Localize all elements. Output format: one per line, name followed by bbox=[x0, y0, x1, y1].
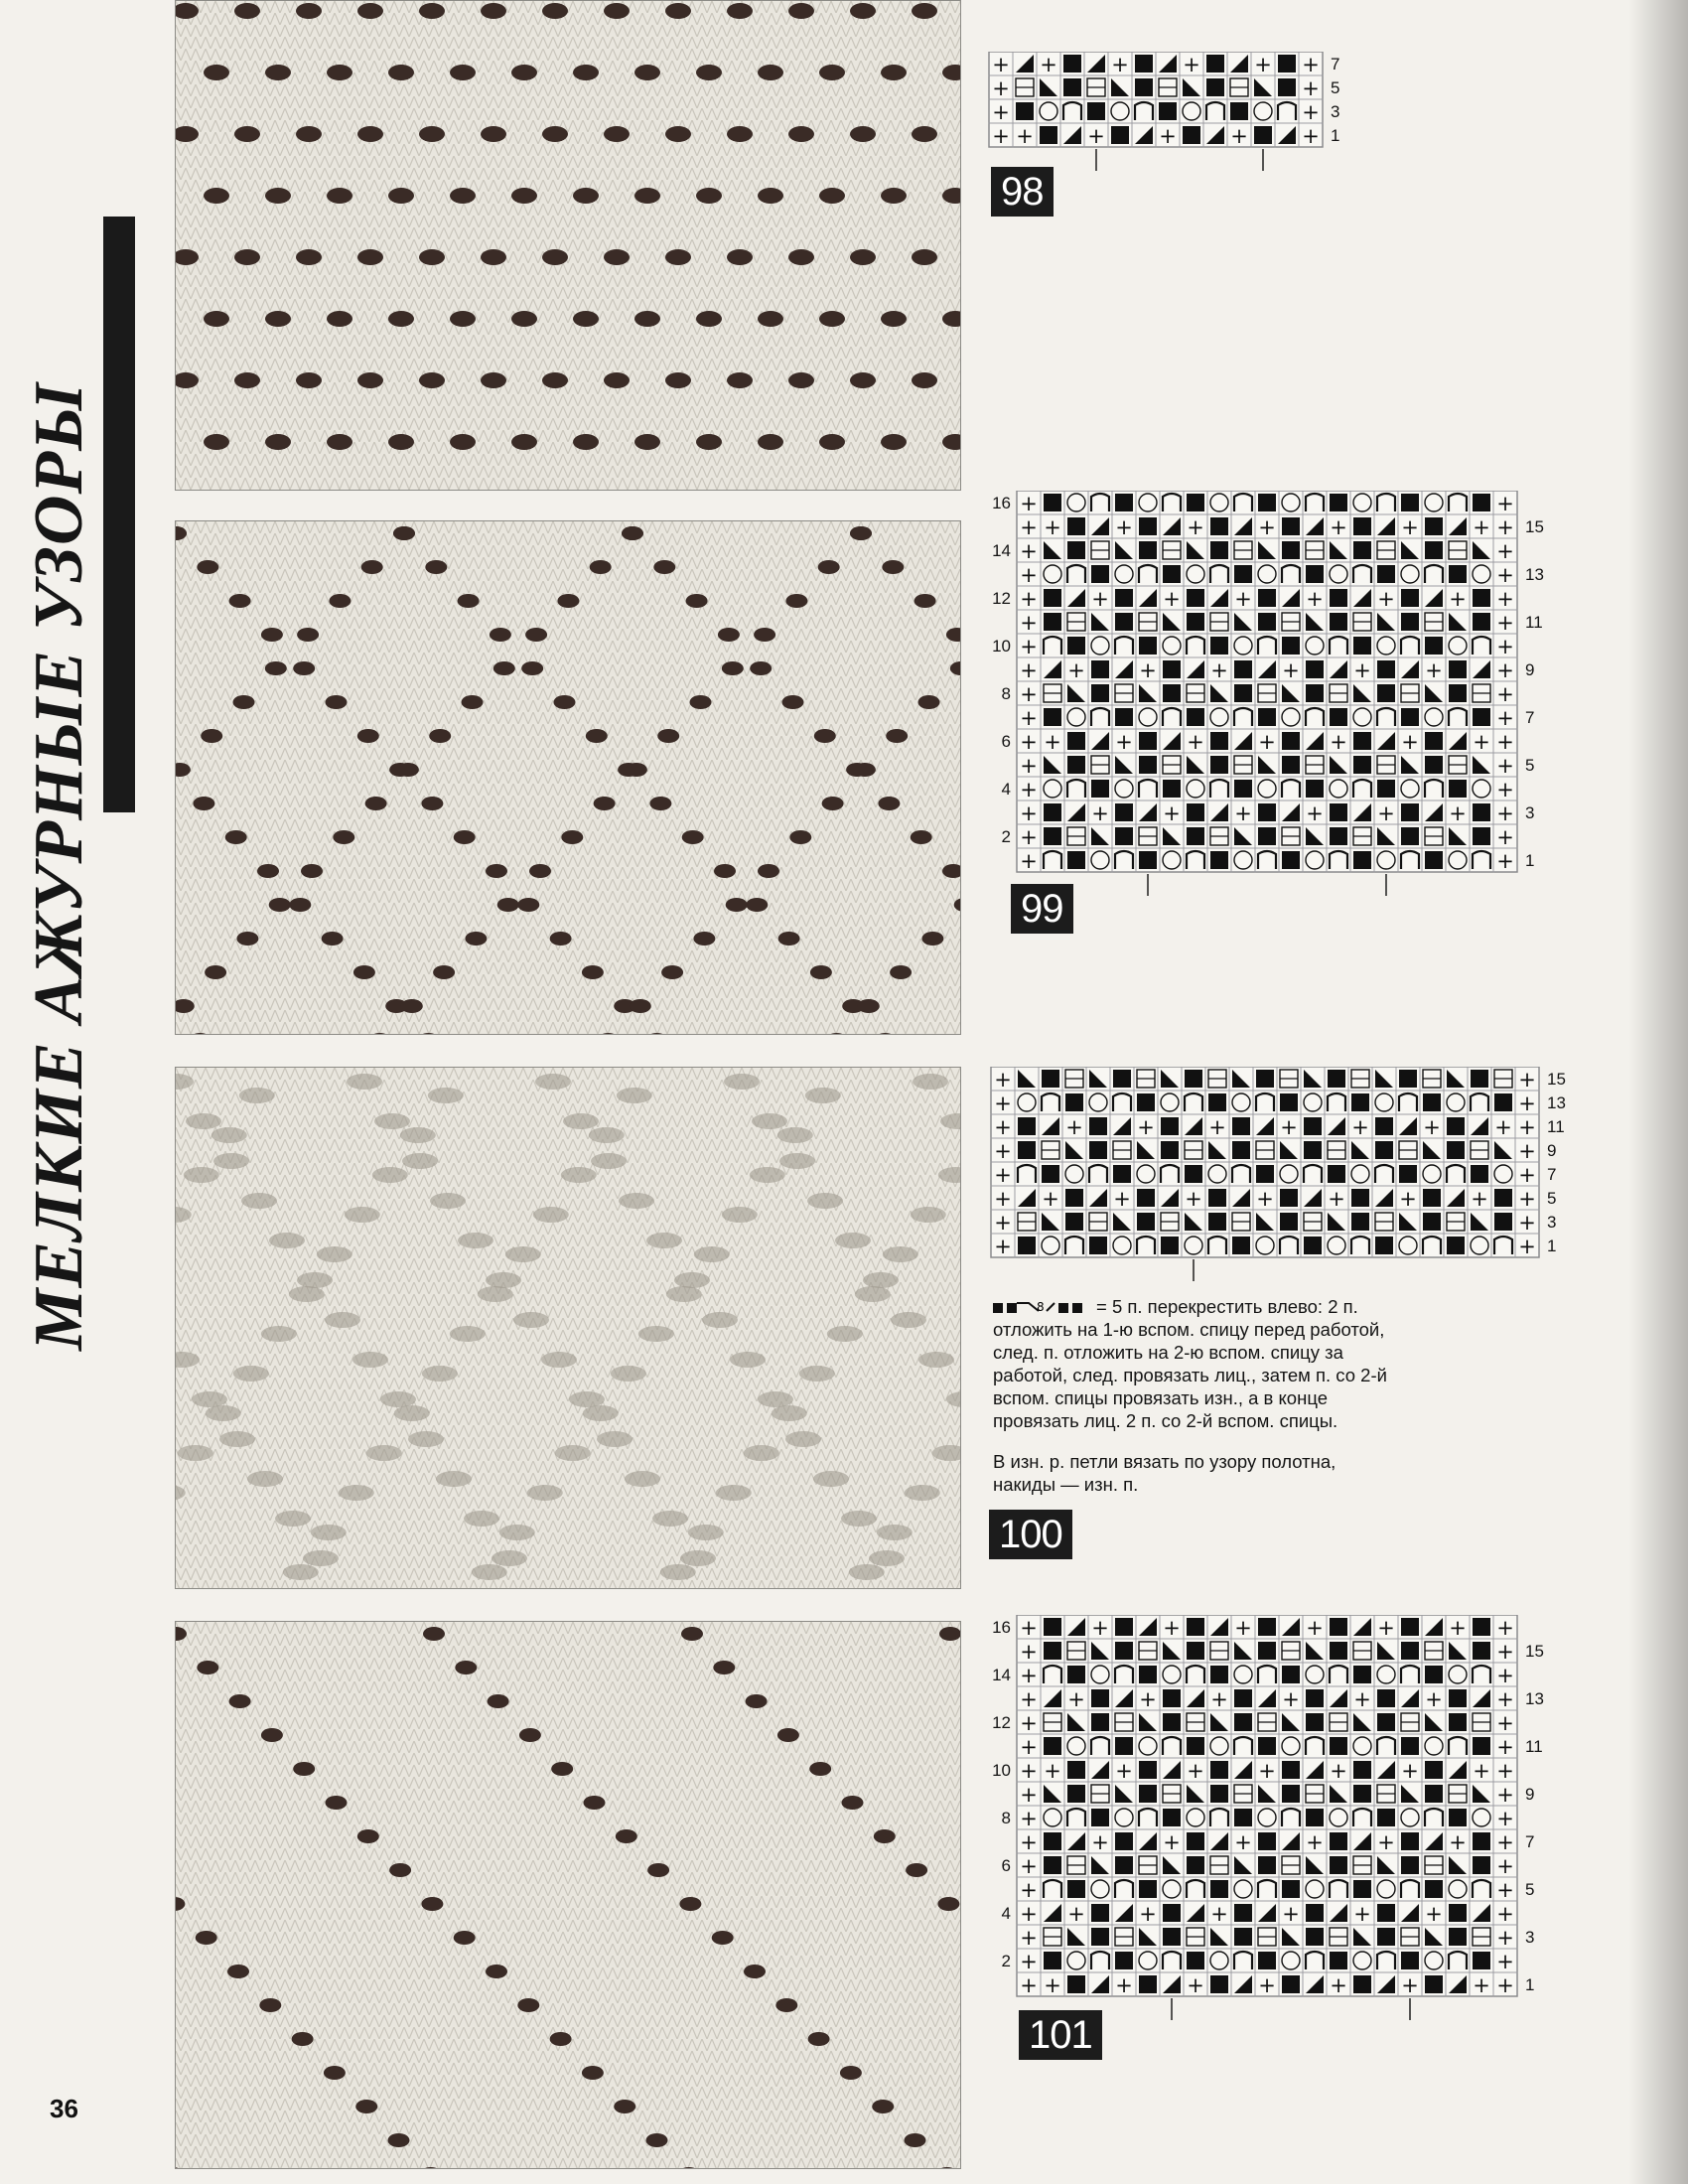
svg-text:+: + bbox=[1425, 658, 1443, 682]
svg-text:+: + bbox=[1518, 1068, 1536, 1092]
chart-101 bbox=[983, 1615, 1557, 2026]
row-number-left: 2 bbox=[1001, 1952, 1011, 1970]
svg-text:+: + bbox=[1020, 730, 1038, 754]
svg-text:+: + bbox=[1351, 1115, 1369, 1139]
svg-text:+: + bbox=[1016, 124, 1034, 148]
svg-text:+: + bbox=[992, 76, 1010, 100]
svg-text:+: + bbox=[1254, 53, 1272, 76]
svg-text:+: + bbox=[1302, 124, 1320, 148]
svg-text:+: + bbox=[1065, 1115, 1083, 1139]
svg-text:+: + bbox=[1040, 53, 1057, 76]
row-number-left: 12 bbox=[992, 1713, 1011, 1732]
svg-text:+: + bbox=[1353, 1687, 1371, 1711]
svg-text:+: + bbox=[1496, 754, 1514, 778]
svg-text:+: + bbox=[1423, 1115, 1441, 1139]
legend-line-3: работой, след. провязать лиц., затем п. со 2-й bbox=[993, 1365, 1387, 1385]
svg-text:+: + bbox=[1020, 1711, 1038, 1735]
title-bar bbox=[103, 217, 135, 812]
svg-text:+: + bbox=[1115, 730, 1133, 754]
svg-text:+: + bbox=[1496, 1711, 1514, 1735]
svg-text:+: + bbox=[1139, 1687, 1157, 1711]
svg-text:+: + bbox=[1496, 825, 1514, 849]
svg-text:+: + bbox=[1496, 730, 1514, 754]
legend-symbol-text bbox=[993, 1295, 1460, 1432]
svg-text:+: + bbox=[1258, 515, 1276, 539]
svg-text:+: + bbox=[992, 53, 1010, 76]
legend-line-2: след. п. отложить на 2-ю вспом. спицу за bbox=[993, 1342, 1343, 1363]
svg-text:+: + bbox=[1399, 1187, 1417, 1211]
pattern-number-101: 101 bbox=[1019, 2010, 1102, 2060]
knit-texture bbox=[176, 1, 960, 490]
svg-text:+: + bbox=[1518, 1187, 1536, 1211]
row-number-right: 15 bbox=[1525, 1642, 1544, 1661]
chart-100 bbox=[987, 1067, 1579, 1287]
svg-text:+: + bbox=[1020, 706, 1038, 730]
svg-text:+: + bbox=[1496, 1687, 1514, 1711]
row-number-right: 5 bbox=[1331, 78, 1340, 97]
legend-note-line-1: накиды — изн. п. bbox=[993, 1474, 1139, 1495]
row-number-right: 11 bbox=[1525, 613, 1543, 632]
chart-98 bbox=[973, 52, 1362, 177]
row-number-right: 5 bbox=[1547, 1189, 1557, 1208]
row-number-left: 10 bbox=[992, 637, 1011, 655]
svg-text:+: + bbox=[1115, 1759, 1133, 1783]
svg-text:+: + bbox=[994, 1187, 1012, 1211]
svg-text:+: + bbox=[992, 100, 1010, 124]
svg-text:+: + bbox=[1494, 1115, 1512, 1139]
row-number-left: 6 bbox=[1001, 1856, 1011, 1875]
svg-text:+: + bbox=[1020, 635, 1038, 658]
svg-text:+: + bbox=[1473, 515, 1490, 539]
svg-text:+: + bbox=[1183, 53, 1200, 76]
svg-text:+: + bbox=[1328, 1187, 1345, 1211]
row-number-right: 13 bbox=[1547, 1093, 1566, 1112]
svg-text:+: + bbox=[1067, 1687, 1085, 1711]
svg-text:+: + bbox=[1044, 1759, 1061, 1783]
row-number-right: 7 bbox=[1525, 1832, 1535, 1851]
svg-text:+: + bbox=[1067, 658, 1085, 682]
svg-text:+: + bbox=[1496, 706, 1514, 730]
svg-text:+: + bbox=[994, 1092, 1012, 1115]
chart-grid bbox=[1017, 1615, 1517, 1997]
svg-text:+: + bbox=[1401, 730, 1419, 754]
svg-text:+: + bbox=[1377, 587, 1395, 611]
svg-text:+: + bbox=[1091, 587, 1109, 611]
svg-text:+: + bbox=[1020, 1759, 1038, 1783]
svg-text:+: + bbox=[1330, 515, 1347, 539]
legend-line bbox=[993, 1295, 1460, 1318]
svg-text:+: + bbox=[1282, 1687, 1300, 1711]
svg-text:+: + bbox=[1306, 587, 1324, 611]
row-number-right: 1 bbox=[1525, 851, 1535, 870]
svg-text:+: + bbox=[1496, 849, 1514, 873]
svg-text:+: + bbox=[1113, 1187, 1131, 1211]
svg-text:+: + bbox=[1234, 801, 1252, 825]
svg-text:+: + bbox=[1401, 1759, 1419, 1783]
svg-text:+: + bbox=[1302, 53, 1320, 76]
svg-text:+: + bbox=[1496, 801, 1514, 825]
row-number-left: 14 bbox=[992, 1666, 1011, 1684]
svg-text:+: + bbox=[1091, 1616, 1109, 1640]
svg-text:+: + bbox=[1518, 1211, 1536, 1235]
pattern-number-99: 99 bbox=[1011, 884, 1073, 934]
row-number-right: 11 bbox=[1525, 1737, 1543, 1756]
swatch-photo-99 bbox=[175, 520, 961, 1035]
knit-texture bbox=[176, 1622, 960, 2168]
cross-5-symbol-icon bbox=[993, 1299, 1088, 1315]
svg-text:+: + bbox=[1496, 1783, 1514, 1807]
row-number-left: 16 bbox=[992, 494, 1011, 512]
svg-text:+: + bbox=[1020, 1664, 1038, 1687]
row-number-right: 3 bbox=[1525, 1928, 1535, 1947]
svg-text:+: + bbox=[1234, 1830, 1252, 1854]
svg-text:+: + bbox=[994, 1211, 1012, 1235]
swatch-photo-100 bbox=[175, 1067, 961, 1589]
svg-text:+: + bbox=[1449, 1616, 1467, 1640]
svg-text:+: + bbox=[1496, 1878, 1514, 1902]
svg-text:+: + bbox=[1208, 1115, 1226, 1139]
svg-text:+: + bbox=[1020, 1687, 1038, 1711]
svg-text:+: + bbox=[1496, 778, 1514, 801]
svg-text:+: + bbox=[1020, 1807, 1038, 1830]
svg-text:+: + bbox=[1020, 754, 1038, 778]
row-number-right: 9 bbox=[1547, 1141, 1557, 1160]
svg-text:+: + bbox=[1163, 1616, 1181, 1640]
svg-text:+: + bbox=[1496, 1854, 1514, 1878]
legend-100 bbox=[993, 1295, 1460, 1514]
svg-text:+: + bbox=[1282, 1902, 1300, 1926]
legend-line-0: = 5 п. перекрестить влево: 2 п. bbox=[1096, 1296, 1358, 1317]
svg-text:+: + bbox=[1496, 563, 1514, 587]
svg-text:+: + bbox=[1163, 587, 1181, 611]
svg-text:+: + bbox=[1473, 730, 1490, 754]
chart-grid bbox=[1017, 491, 1517, 873]
pattern-number-100: 100 bbox=[989, 1510, 1072, 1559]
svg-text:+: + bbox=[1020, 1878, 1038, 1902]
svg-text:+: + bbox=[1401, 515, 1419, 539]
svg-text:+: + bbox=[1258, 1759, 1276, 1783]
page-edge-shadow bbox=[1628, 0, 1688, 2184]
svg-text:+: + bbox=[1020, 801, 1038, 825]
svg-text:+: + bbox=[1020, 1950, 1038, 1973]
row-number-right: 1 bbox=[1547, 1237, 1557, 1255]
svg-text:+: + bbox=[1496, 611, 1514, 635]
svg-text:+: + bbox=[1282, 658, 1300, 682]
row-number-right: 9 bbox=[1525, 660, 1535, 679]
swatch-photo-98 bbox=[175, 0, 961, 491]
svg-text:+: + bbox=[1473, 1973, 1490, 1997]
svg-text:+: + bbox=[992, 124, 1010, 148]
svg-text:+: + bbox=[1087, 124, 1105, 148]
svg-text:+: + bbox=[994, 1068, 1012, 1092]
svg-text:+: + bbox=[1187, 1973, 1204, 1997]
svg-text:+: + bbox=[1306, 1616, 1324, 1640]
svg-text:+: + bbox=[1496, 1807, 1514, 1830]
legend-line-5: провязать лиц. 2 п. со 2-й вспом. спицы. bbox=[993, 1410, 1338, 1431]
svg-text:+: + bbox=[1020, 1735, 1038, 1759]
svg-text:+: + bbox=[1067, 1902, 1085, 1926]
svg-text:+: + bbox=[1137, 1115, 1155, 1139]
svg-text:+: + bbox=[1518, 1139, 1536, 1163]
legend-note bbox=[993, 1450, 1460, 1496]
row-number-left: 8 bbox=[1001, 1809, 1011, 1827]
svg-text:8: 8 bbox=[1037, 1300, 1045, 1314]
svg-text:+: + bbox=[1496, 1950, 1514, 1973]
svg-text:+: + bbox=[1377, 801, 1395, 825]
svg-text:+: + bbox=[1496, 539, 1514, 563]
svg-text:+: + bbox=[1449, 1830, 1467, 1854]
row-number-right: 11 bbox=[1547, 1117, 1565, 1136]
svg-text:+: + bbox=[1210, 1902, 1228, 1926]
svg-text:+: + bbox=[1496, 1640, 1514, 1664]
svg-text:+: + bbox=[1020, 1926, 1038, 1950]
row-number-right: 9 bbox=[1525, 1785, 1535, 1804]
svg-text:+: + bbox=[1302, 100, 1320, 124]
row-number-left: 10 bbox=[992, 1761, 1011, 1780]
svg-text:+: + bbox=[1020, 492, 1038, 515]
page-number: 36 bbox=[50, 2094, 78, 2123]
knit-texture bbox=[176, 521, 960, 1034]
row-number-left: 8 bbox=[1001, 684, 1011, 703]
svg-text:+: + bbox=[1496, 1830, 1514, 1854]
svg-text:+: + bbox=[1496, 1926, 1514, 1950]
svg-text:+: + bbox=[1185, 1187, 1202, 1211]
row-number-left: 6 bbox=[1001, 732, 1011, 751]
svg-text:+: + bbox=[1115, 515, 1133, 539]
svg-text:+: + bbox=[1020, 1640, 1038, 1664]
row-number-right: 13 bbox=[1525, 565, 1544, 584]
svg-text:+: + bbox=[1496, 1664, 1514, 1687]
svg-text:+: + bbox=[1020, 682, 1038, 706]
row-number-right: 7 bbox=[1525, 708, 1535, 727]
svg-text:+: + bbox=[1210, 1687, 1228, 1711]
svg-text:+: + bbox=[1020, 1616, 1038, 1640]
legend-line-1: отложить на 1-ю вспом. спицу перед работой, bbox=[993, 1319, 1385, 1340]
svg-text:+: + bbox=[1020, 778, 1038, 801]
svg-text:+: + bbox=[994, 1163, 1012, 1187]
svg-text:+: + bbox=[1306, 1830, 1324, 1854]
svg-text:+: + bbox=[1496, 682, 1514, 706]
svg-text:+: + bbox=[1187, 1759, 1204, 1783]
chart-99 bbox=[983, 491, 1557, 902]
svg-text:+: + bbox=[1449, 587, 1467, 611]
svg-text:+: + bbox=[1020, 611, 1038, 635]
legend-line-4: вспом. спицы провязать изн., а в конце bbox=[993, 1387, 1328, 1408]
svg-text:+: + bbox=[1020, 515, 1038, 539]
row-number-left: 2 bbox=[1001, 827, 1011, 846]
svg-text:+: + bbox=[1496, 635, 1514, 658]
svg-text:+: + bbox=[1518, 1235, 1536, 1258]
svg-text:+: + bbox=[1496, 492, 1514, 515]
svg-text:+: + bbox=[1449, 801, 1467, 825]
svg-text:+: + bbox=[1518, 1163, 1536, 1187]
page-title: МЕЛКИЕ АЖУРНЫЕ УЗОРЫ bbox=[21, 381, 97, 1351]
row-number-right: 13 bbox=[1525, 1689, 1544, 1708]
svg-text:+: + bbox=[1258, 730, 1276, 754]
svg-text:+: + bbox=[994, 1115, 1012, 1139]
row-number-right: 5 bbox=[1525, 756, 1535, 775]
svg-text:+: + bbox=[1163, 801, 1181, 825]
row-number-right: 1 bbox=[1331, 126, 1340, 145]
row-number-right: 1 bbox=[1525, 1975, 1535, 1994]
svg-text:+: + bbox=[1471, 1187, 1488, 1211]
svg-text:+: + bbox=[1353, 1902, 1371, 1926]
svg-text:+: + bbox=[1139, 1902, 1157, 1926]
svg-text:+: + bbox=[1234, 587, 1252, 611]
pattern-number-98: 98 bbox=[991, 167, 1054, 217]
svg-text:+: + bbox=[1020, 1830, 1038, 1854]
svg-text:+: + bbox=[1496, 1973, 1514, 1997]
svg-text:+: + bbox=[1020, 658, 1038, 682]
svg-text:+: + bbox=[1353, 658, 1371, 682]
row-number-right: 7 bbox=[1331, 55, 1340, 73]
svg-text:+: + bbox=[1256, 1187, 1274, 1211]
row-number-right: 15 bbox=[1525, 517, 1544, 536]
svg-text:+: + bbox=[1020, 587, 1038, 611]
row-number-left: 4 bbox=[1001, 1904, 1011, 1923]
svg-text:+: + bbox=[1496, 1735, 1514, 1759]
svg-text:+: + bbox=[1518, 1115, 1536, 1139]
row-number-left: 16 bbox=[992, 1618, 1011, 1637]
svg-text:+: + bbox=[1258, 1973, 1276, 1997]
svg-text:+: + bbox=[1091, 801, 1109, 825]
svg-text:+: + bbox=[1044, 730, 1061, 754]
svg-text:+: + bbox=[1020, 539, 1038, 563]
svg-text:+: + bbox=[1020, 1783, 1038, 1807]
swatch-photo-101 bbox=[175, 1621, 961, 2169]
svg-text:+: + bbox=[1330, 730, 1347, 754]
svg-text:+: + bbox=[1187, 515, 1204, 539]
row-number-left: 12 bbox=[992, 589, 1011, 608]
svg-text:+: + bbox=[1496, 1616, 1514, 1640]
row-number-right: 3 bbox=[1525, 803, 1535, 822]
svg-text:+: + bbox=[1139, 658, 1157, 682]
row-number-right: 3 bbox=[1331, 102, 1340, 121]
svg-text:+: + bbox=[1496, 1902, 1514, 1926]
svg-text:+: + bbox=[1280, 1115, 1298, 1139]
svg-text:+: + bbox=[1330, 1759, 1347, 1783]
svg-text:+: + bbox=[1187, 730, 1204, 754]
svg-text:+: + bbox=[1159, 124, 1177, 148]
chart-grid bbox=[991, 1067, 1539, 1258]
svg-text:+: + bbox=[994, 1235, 1012, 1258]
svg-text:+: + bbox=[1496, 658, 1514, 682]
knit-texture bbox=[176, 1068, 960, 1588]
row-number-right: 3 bbox=[1547, 1213, 1557, 1232]
svg-text:+: + bbox=[1020, 1973, 1038, 1997]
svg-text:+: + bbox=[1518, 1092, 1536, 1115]
svg-text:+: + bbox=[1210, 658, 1228, 682]
svg-text:+: + bbox=[1115, 1973, 1133, 1997]
svg-text:+: + bbox=[1042, 1187, 1059, 1211]
svg-text:+: + bbox=[1496, 515, 1514, 539]
svg-text:+: + bbox=[1020, 825, 1038, 849]
svg-text:+: + bbox=[1020, 1854, 1038, 1878]
svg-text:+: + bbox=[1425, 1687, 1443, 1711]
svg-text:+: + bbox=[1020, 563, 1038, 587]
svg-text:+: + bbox=[1230, 124, 1248, 148]
svg-text:+: + bbox=[994, 1139, 1012, 1163]
svg-text:+: + bbox=[1020, 1902, 1038, 1926]
svg-text:+: + bbox=[1111, 53, 1129, 76]
svg-text:+: + bbox=[1044, 515, 1061, 539]
svg-text:+: + bbox=[1425, 1902, 1443, 1926]
svg-text:+: + bbox=[1377, 1830, 1395, 1854]
legend-note-line-0: В изн. р. петли вязать по узору полотна, bbox=[993, 1451, 1336, 1472]
svg-text:+: + bbox=[1163, 1830, 1181, 1854]
svg-text:+: + bbox=[1496, 1759, 1514, 1783]
svg-text:+: + bbox=[1401, 1973, 1419, 1997]
svg-text:+: + bbox=[1020, 849, 1038, 873]
svg-text:+: + bbox=[1496, 587, 1514, 611]
svg-text:+: + bbox=[1302, 76, 1320, 100]
svg-text:+: + bbox=[1473, 1759, 1490, 1783]
row-number-right: 7 bbox=[1547, 1165, 1557, 1184]
row-number-right: 5 bbox=[1525, 1880, 1535, 1899]
row-number-right: 15 bbox=[1547, 1070, 1566, 1089]
row-number-left: 4 bbox=[1001, 780, 1011, 799]
svg-text:+: + bbox=[1091, 1830, 1109, 1854]
chart-grid bbox=[989, 52, 1323, 148]
svg-text:+: + bbox=[1330, 1973, 1347, 1997]
svg-text:+: + bbox=[1234, 1616, 1252, 1640]
svg-text:+: + bbox=[1377, 1616, 1395, 1640]
svg-text:+: + bbox=[1306, 801, 1324, 825]
svg-text:+: + bbox=[1044, 1973, 1061, 1997]
row-number-left: 14 bbox=[992, 541, 1011, 560]
